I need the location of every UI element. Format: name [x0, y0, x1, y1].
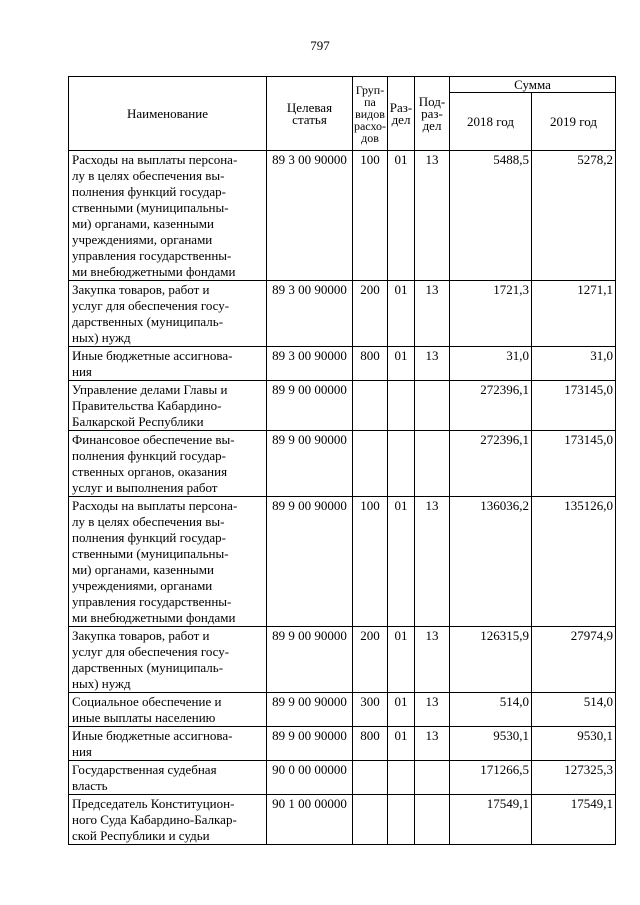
- row-group: [353, 431, 388, 497]
- row-name-line: Председатель Конституцион-: [72, 796, 235, 811]
- row-name-line: управления государственны-: [72, 248, 232, 263]
- header-sum: Сумма: [450, 77, 616, 93]
- row-sum-2018: 1721,3: [450, 281, 532, 347]
- row-sum-2018: 9530,1: [450, 727, 532, 761]
- table-header: [69, 77, 616, 151]
- row-group: 100: [353, 151, 388, 281]
- row-target: 89 9 00 90000: [267, 497, 353, 627]
- row-group: [353, 795, 388, 845]
- table-row: [69, 347, 616, 381]
- row-name-line: ных) нужд: [72, 330, 131, 345]
- row-name-line: ных) нужд: [72, 676, 131, 691]
- row-name-line: полнения функций государ-: [72, 530, 226, 545]
- row-sum-2019: 514,0: [532, 693, 616, 727]
- row-subsection: [415, 381, 450, 431]
- row-subsection: 13: [415, 281, 450, 347]
- row-name-line: услуг для обеспечения госу-: [72, 298, 230, 313]
- row-sum-2019: 127325,3: [532, 761, 616, 795]
- table-row: [69, 497, 616, 627]
- row-name-line: Социальное обеспечение и: [72, 694, 222, 709]
- row-name: [69, 497, 267, 627]
- row-name-line: власть: [72, 778, 108, 793]
- row-name-line: ственными (муниципальны-: [72, 546, 229, 561]
- table-row: [69, 281, 616, 347]
- row-group: 200: [353, 281, 388, 347]
- row-sum-2019: 9530,1: [532, 727, 616, 761]
- table-row: [69, 381, 616, 431]
- row-target: 89 3 00 90000: [267, 151, 353, 281]
- row-target: 90 1 00 00000: [267, 795, 353, 845]
- row-subsection: [415, 431, 450, 497]
- row-name-line: Иные бюджетные ассигнова-: [72, 348, 233, 363]
- row-section: [388, 381, 415, 431]
- row-target: 89 9 00 90000: [267, 693, 353, 727]
- row-sum-2018: 272396,1: [450, 381, 532, 431]
- row-name-line: ми) органами, казенными: [72, 562, 214, 577]
- table-row: [69, 795, 616, 845]
- header-subsection: Под- раз- дел: [415, 77, 450, 151]
- row-sum-2019: 17549,1: [532, 795, 616, 845]
- row-name: [69, 693, 267, 727]
- row-name-line: лу в целях обеспечения вы-: [72, 514, 225, 529]
- row-name-line: ми внебюджетными фондами: [72, 610, 236, 625]
- row-subsection: 13: [415, 497, 450, 627]
- row-target: 89 3 00 90000: [267, 281, 353, 347]
- row-section: 01: [388, 347, 415, 381]
- row-name-line: полнения функций государ-: [72, 184, 226, 199]
- row-sum-2019: 135126,0: [532, 497, 616, 627]
- row-name: [69, 795, 267, 845]
- row-target: 90 0 00 00000: [267, 761, 353, 795]
- row-name-line: полнения функций государ-: [72, 448, 226, 463]
- row-section: [388, 761, 415, 795]
- row-name-line: учреждениями, органами: [72, 232, 213, 247]
- row-sum-2019: 173145,0: [532, 431, 616, 497]
- row-name: [69, 381, 267, 431]
- row-name-line: ного Суда Кабардино-Балкар-: [72, 812, 237, 827]
- row-sum-2018: 31,0: [450, 347, 532, 381]
- row-group: 200: [353, 627, 388, 693]
- header-name: Наименование: [69, 77, 267, 151]
- row-name: [69, 761, 267, 795]
- table-body: [69, 151, 616, 845]
- table-row: [69, 727, 616, 761]
- header-section: Раз- дел: [388, 77, 415, 151]
- row-name-line: дарственных (муниципаль-: [72, 314, 224, 329]
- table-row: [69, 761, 616, 795]
- row-name-line: Закупка товаров, работ и: [72, 282, 210, 297]
- row-section: [388, 795, 415, 845]
- row-group: 100: [353, 497, 388, 627]
- row-subsection: 13: [415, 347, 450, 381]
- table-row: [69, 627, 616, 693]
- row-subsection: [415, 795, 450, 845]
- row-section: 01: [388, 627, 415, 693]
- row-name-line: ственными (муниципальны-: [72, 200, 229, 215]
- row-target: 89 9 00 90000: [267, 431, 353, 497]
- row-section: [388, 431, 415, 497]
- row-sum-2018: 17549,1: [450, 795, 532, 845]
- row-section: 01: [388, 497, 415, 627]
- header-target: Целевая статья: [267, 77, 353, 151]
- row-name-line: ми) органами, казенными: [72, 216, 214, 231]
- row-section: 01: [388, 281, 415, 347]
- row-group: [353, 381, 388, 431]
- row-sum-2018: 126315,9: [450, 627, 532, 693]
- row-name-line: ния: [72, 364, 92, 379]
- row-name-line: дарственных (муниципаль-: [72, 660, 224, 675]
- row-sum-2019: 5278,2: [532, 151, 616, 281]
- row-section: 01: [388, 727, 415, 761]
- row-group: [353, 761, 388, 795]
- header-group: Груп- па видов расхо- дов: [353, 77, 388, 151]
- row-name: [69, 281, 267, 347]
- table-row: [69, 151, 616, 281]
- row-name: [69, 431, 267, 497]
- row-sum-2018: 514,0: [450, 693, 532, 727]
- row-sum-2019: 27974,9: [532, 627, 616, 693]
- page-number: 797: [310, 38, 330, 53]
- row-target: 89 9 00 90000: [267, 727, 353, 761]
- row-name-line: управления государственны-: [72, 594, 232, 609]
- row-group: 300: [353, 693, 388, 727]
- row-target: 89 9 00 90000: [267, 627, 353, 693]
- row-group: 800: [353, 347, 388, 381]
- row-subsection: [415, 761, 450, 795]
- row-name-line: Иные бюджетные ассигнова-: [72, 728, 233, 743]
- row-sum-2019: 31,0: [532, 347, 616, 381]
- row-target: 89 3 00 90000: [267, 347, 353, 381]
- row-name-line: ми внебюджетными фондами: [72, 264, 236, 279]
- row-section: 01: [388, 693, 415, 727]
- table-row: [69, 693, 616, 727]
- row-sum-2018: 136036,2: [450, 497, 532, 627]
- row-name-line: Государственная судебная: [72, 762, 217, 777]
- row-sum-2018: 5488,5: [450, 151, 532, 281]
- row-name-line: Балкарской Республики: [72, 414, 204, 429]
- row-name-line: услуг для обеспечения госу-: [72, 644, 230, 659]
- row-name-line: ния: [72, 744, 92, 759]
- table-row: [69, 431, 616, 497]
- row-name-line: Управление делами Главы и: [72, 382, 228, 397]
- row-name-line: лу в целях обеспечения вы-: [72, 168, 225, 183]
- row-subsection: 13: [415, 627, 450, 693]
- row-subsection: 13: [415, 727, 450, 761]
- budget-table: [68, 76, 616, 845]
- row-target: 89 9 00 00000: [267, 381, 353, 431]
- row-sum-2018: 272396,1: [450, 431, 532, 497]
- header-year-2018: 2018 год: [450, 93, 532, 151]
- row-group: 800: [353, 727, 388, 761]
- row-name-line: иные выплаты населению: [72, 710, 216, 725]
- row-name-line: Расходы на выплаты персона-: [72, 152, 238, 167]
- row-name-line: ской Республики и судьи: [72, 828, 210, 843]
- row-name-line: Финансовое обеспечение вы-: [72, 432, 235, 447]
- row-name-line: Правительства Кабардино-: [72, 398, 222, 413]
- row-name: [69, 627, 267, 693]
- row-sum-2019: 1271,1: [532, 281, 616, 347]
- row-sum-2018: 171266,5: [450, 761, 532, 795]
- row-name-line: учреждениями, органами: [72, 578, 213, 593]
- row-sum-2019: 173145,0: [532, 381, 616, 431]
- row-subsection: 13: [415, 151, 450, 281]
- row-section: 01: [388, 151, 415, 281]
- row-name: [69, 151, 267, 281]
- row-subsection: 13: [415, 693, 450, 727]
- row-name-line: Закупка товаров, работ и: [72, 628, 210, 643]
- row-name: [69, 727, 267, 761]
- row-name: [69, 347, 267, 381]
- row-name-line: ственных органов, оказания: [72, 464, 228, 479]
- row-name-line: Расходы на выплаты персона-: [72, 498, 238, 513]
- row-name-line: услуг и выполнения работ: [72, 480, 218, 495]
- header-year-2019: 2019 год: [532, 93, 616, 151]
